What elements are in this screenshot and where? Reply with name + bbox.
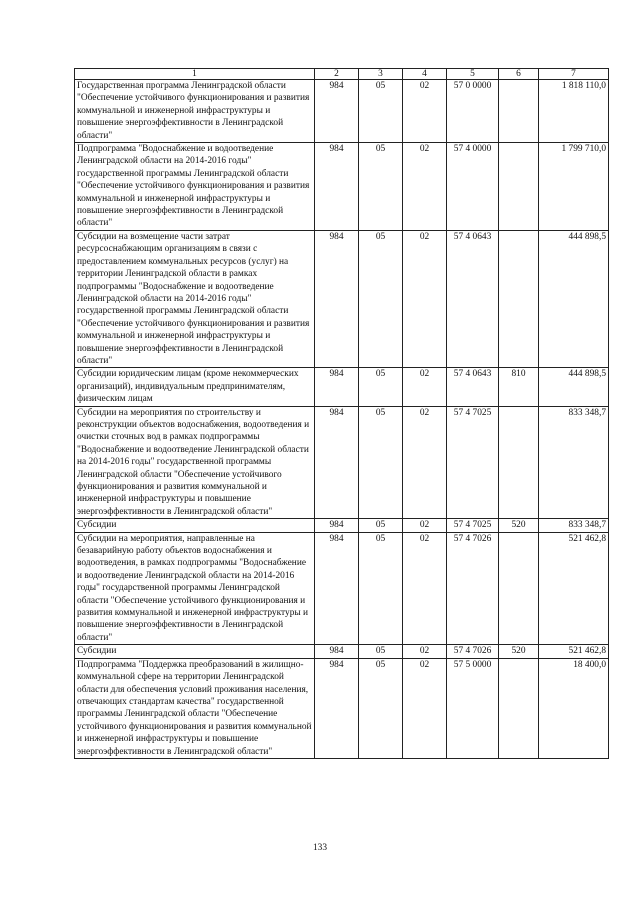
section-code: 05 [359, 406, 403, 519]
subsection-code: 02 [403, 519, 447, 532]
table-row [75, 368, 609, 406]
ministry-code: 984 [315, 658, 359, 758]
column-header-4: 4 [403, 69, 447, 80]
target-article-code: 57 5 0000 [447, 658, 499, 758]
row-description: Государственная программа Ленинградской области "Обеспечение устойчивого функционирования и развития коммунальной и инженерной инфраструктуры и повышение энергоэффективности в Ленинградской области" [75, 80, 315, 143]
ministry-code: 984 [315, 80, 359, 143]
section-code: 05 [359, 230, 403, 367]
expense-type-code [499, 143, 539, 231]
target-article-code: 57 4 7026 [447, 532, 499, 645]
table-row [75, 80, 609, 143]
page-number: 133 [312, 843, 328, 853]
section-code: 05 [359, 645, 403, 658]
budget-table [74, 68, 609, 759]
subsection-code: 02 [403, 143, 447, 231]
amount-value: 444 898,5 [539, 230, 609, 367]
expense-type-code [499, 80, 539, 143]
ministry-code: 984 [315, 532, 359, 645]
ministry-code: 984 [315, 230, 359, 367]
table-row [75, 519, 609, 532]
table-row [75, 143, 609, 231]
row-description: Субсидии на мероприятия, направленные на безаварийную работу объектов водоснабжения и водоотведения, в рамках подпрограммы "Водоснабжение и водоотведение Ленинградской области на 2014-2016 годы" государственной программы Ленинградской области "Обеспечение устойчивого функционирования и развития коммунальной и инженерной инфраструктуры и повышение энергоэффективности в Ленинградской области" [75, 532, 315, 645]
amount-value: 444 898,5 [539, 368, 609, 406]
subsection-code: 02 [403, 368, 447, 406]
document-sheet [74, 68, 608, 759]
section-code: 05 [359, 519, 403, 532]
column-header-1: 1 [75, 69, 315, 80]
row-description: Субсидии на возмещение части затрат ресурсоснабжающим организациям в связи с предоставлением коммунальных ресурсов (услуг) на территории Ленинградской области в рамках подпрограммы "Водоснабжение и водоотведение Ленинградской области на 2014-2016 годы" государственной программы Ленинградской области "Обеспечение устойчивого функционирования и развития коммунальной и инженерной инфраструктуры и повышение энергоэффективности в Ленинградской области" [75, 230, 315, 367]
target-article-code: 57 4 7025 [447, 406, 499, 519]
column-header-6: 6 [499, 69, 539, 80]
expense-type-code: 810 [499, 368, 539, 406]
expense-type-code: 520 [499, 519, 539, 532]
target-article-code: 57 4 0643 [447, 230, 499, 367]
target-article-code: 57 4 0000 [447, 143, 499, 231]
amount-value: 833 348,7 [539, 519, 609, 532]
ministry-code: 984 [315, 645, 359, 658]
target-article-code: 57 4 7025 [447, 519, 499, 532]
table-row [75, 406, 609, 519]
section-code: 05 [359, 368, 403, 406]
row-description: Подпрограмма "Водоснабжение и водоотведение Ленинградской области на 2014-2016 годы" государственной программы Ленинградской области "Обеспечение устойчивого функционирования и развития коммунальной и инженерной инфраструктуры и повышение энергоэффективности в Ленинградской области" [75, 143, 315, 231]
row-description: Субсидии на мероприятия по строительству и реконструкции объектов водоснабжения, водоотведения и очистки сточных вод в рамках подпрограммы "Водоснабжение и водоотведение Ленинградской области на 2014-2016 годы" государственной программы Ленинградской области "Обеспечение устойчивого функционирования и развития коммунальной и инженерной инфраструктуры и повышение энергоэффективности в Ленинградской области" [75, 406, 315, 519]
ministry-code: 984 [315, 519, 359, 532]
row-description: Субсидии юридическим лицам (кроме некоммерческих организаций), индивидуальным предпринимателям, физическим лицам [75, 368, 315, 406]
amount-value: 1 799 710,0 [539, 143, 609, 231]
column-header-5: 5 [447, 69, 499, 80]
row-description: Подпрограмма "Поддержка преобразований в жилищно-коммунальной сфере на территории Ленинградской области для обеспечения условий проживания населения, отвечающих стандартам качества" государственной программы Ленинградской области "Обеспечение устойчивого функционирования и развития коммунальной и инженерной инфраструктуры и повышение энергоэффективности в Ленинградской области" [75, 658, 315, 758]
target-article-code: 57 0 0000 [447, 80, 499, 143]
amount-value: 18 400,0 [539, 658, 609, 758]
section-code: 05 [359, 143, 403, 231]
table-row [75, 532, 609, 645]
row-description: Субсидии [75, 645, 315, 658]
amount-value: 1 818 110,0 [539, 80, 609, 143]
column-header-7: 7 [539, 69, 609, 80]
column-header-3: 3 [359, 69, 403, 80]
expense-type-code [499, 406, 539, 519]
expense-type-code [499, 532, 539, 645]
target-article-code: 57 4 0643 [447, 368, 499, 406]
target-article-code: 57 4 7026 [447, 645, 499, 658]
subsection-code: 02 [403, 658, 447, 758]
amount-value: 521 462,8 [539, 645, 609, 658]
expense-type-code: 520 [499, 645, 539, 658]
amount-value: 521 462,8 [539, 532, 609, 645]
ministry-code: 984 [315, 406, 359, 519]
table-row [75, 658, 609, 758]
subsection-code: 02 [403, 406, 447, 519]
table-row [75, 645, 609, 658]
column-header-2: 2 [315, 69, 359, 80]
subsection-code: 02 [403, 532, 447, 645]
column-header-row [75, 69, 609, 80]
ministry-code: 984 [315, 368, 359, 406]
row-description: Субсидии [75, 519, 315, 532]
amount-value: 833 348,7 [539, 406, 609, 519]
section-code: 05 [359, 80, 403, 143]
subsection-code: 02 [403, 230, 447, 367]
subsection-code: 02 [403, 645, 447, 658]
section-code: 05 [359, 658, 403, 758]
expense-type-code [499, 230, 539, 367]
subsection-code: 02 [403, 80, 447, 143]
table-row [75, 230, 609, 367]
ministry-code: 984 [315, 143, 359, 231]
section-code: 05 [359, 532, 403, 645]
expense-type-code [499, 658, 539, 758]
